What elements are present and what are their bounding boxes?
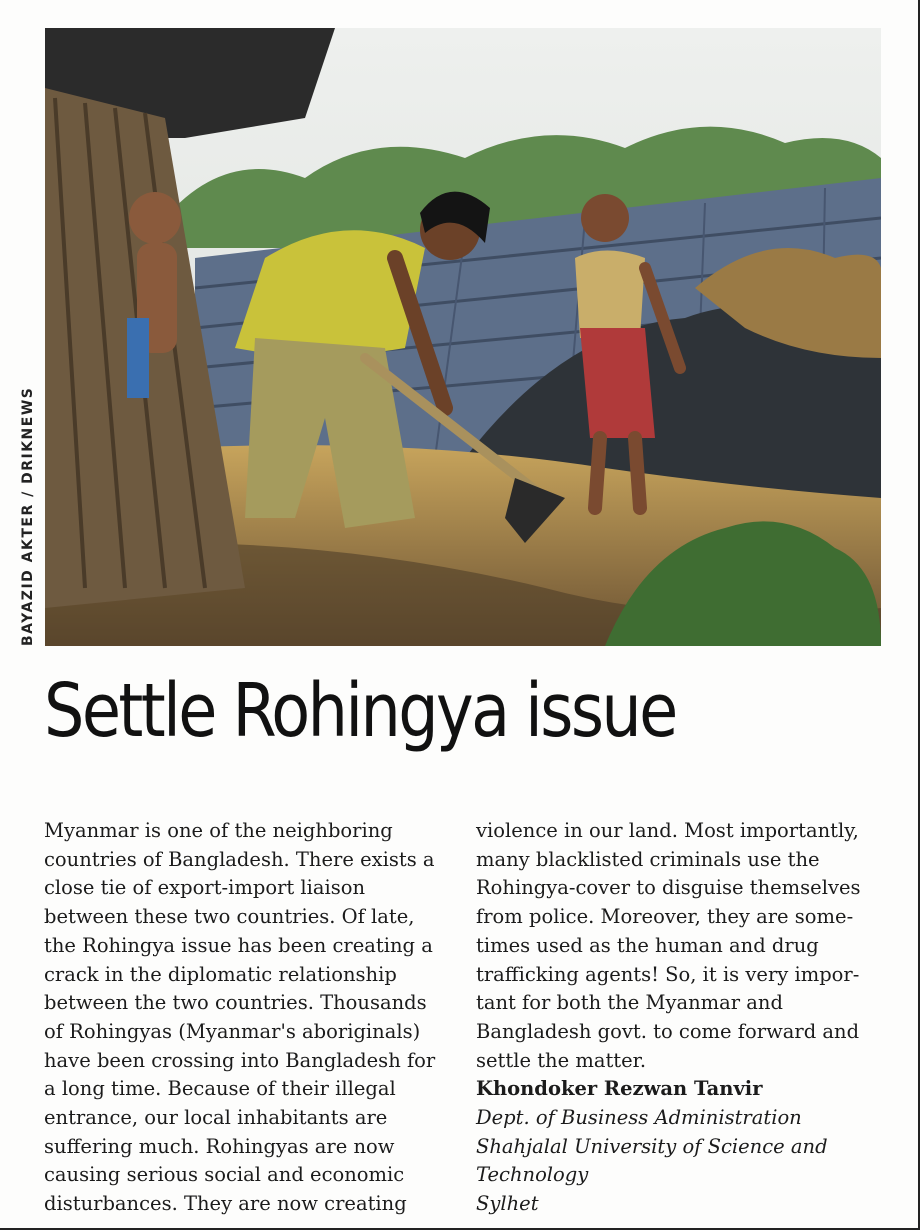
- headline: Settle Rohingya issue: [44, 668, 676, 754]
- article-line: times used as the human and drug: [476, 933, 819, 957]
- article-line: the Rohingya issue has been creating a: [44, 933, 433, 957]
- article-line: a long time. Because of their illegal: [44, 1077, 396, 1101]
- author-name: Khondoker Rezwan Tanvir: [476, 1077, 763, 1101]
- article-line: trafficking agents! So, it is very impor-: [476, 962, 860, 986]
- article-line: crack in the diplomatic relationship: [44, 962, 397, 986]
- article-line: causing serious social and economic: [44, 1163, 405, 1187]
- article-line: countries of Bangladesh. There exists a: [44, 847, 435, 871]
- photo-credit: BAYAZID AKTER / DRIKNEWS: [20, 386, 36, 646]
- author-university: Shahjalal University of Science and: [476, 1134, 828, 1158]
- article-line: from police. Moreover, they are some-: [476, 905, 854, 929]
- article-line: between these two countries. Of late,: [44, 905, 415, 929]
- article-line: tant for both the Myanmar and: [476, 991, 783, 1015]
- article-line: have been crossing into Bangladesh for: [44, 1048, 436, 1072]
- article-line: Bangladesh govt. to come forward and: [476, 1019, 860, 1043]
- article-line: settle the matter.: [476, 1048, 647, 1072]
- article-line: disturbances. They are now creating: [44, 1192, 407, 1216]
- article-line: many blacklisted criminals use the: [476, 847, 820, 871]
- article-line: Rohingya-cover to disguise themselves: [476, 876, 861, 900]
- article-line: entrance, our local inhabitants are: [44, 1106, 388, 1130]
- article-column-right: [476, 817, 886, 1219]
- article-line: violence in our land. Most importantly,: [476, 819, 859, 842]
- author-city: Sylhet: [476, 1192, 539, 1216]
- article-line: between the two countries. Thousands: [44, 991, 427, 1015]
- article-line: Myanmar is one of the neighboring: [44, 819, 393, 842]
- article-line: suffering much. Rohingyas are now: [44, 1134, 395, 1158]
- author-department: Dept. of Business Administration: [476, 1106, 802, 1130]
- article-column-left: [44, 817, 444, 1219]
- article-line: of Rohingyas (Myanmar's aboriginals): [44, 1019, 421, 1043]
- news-photo: [45, 28, 881, 646]
- article-line: close tie of export-import liaison: [44, 876, 366, 900]
- photo-illustration: [45, 28, 881, 646]
- author-university-cont: Technology: [476, 1163, 589, 1187]
